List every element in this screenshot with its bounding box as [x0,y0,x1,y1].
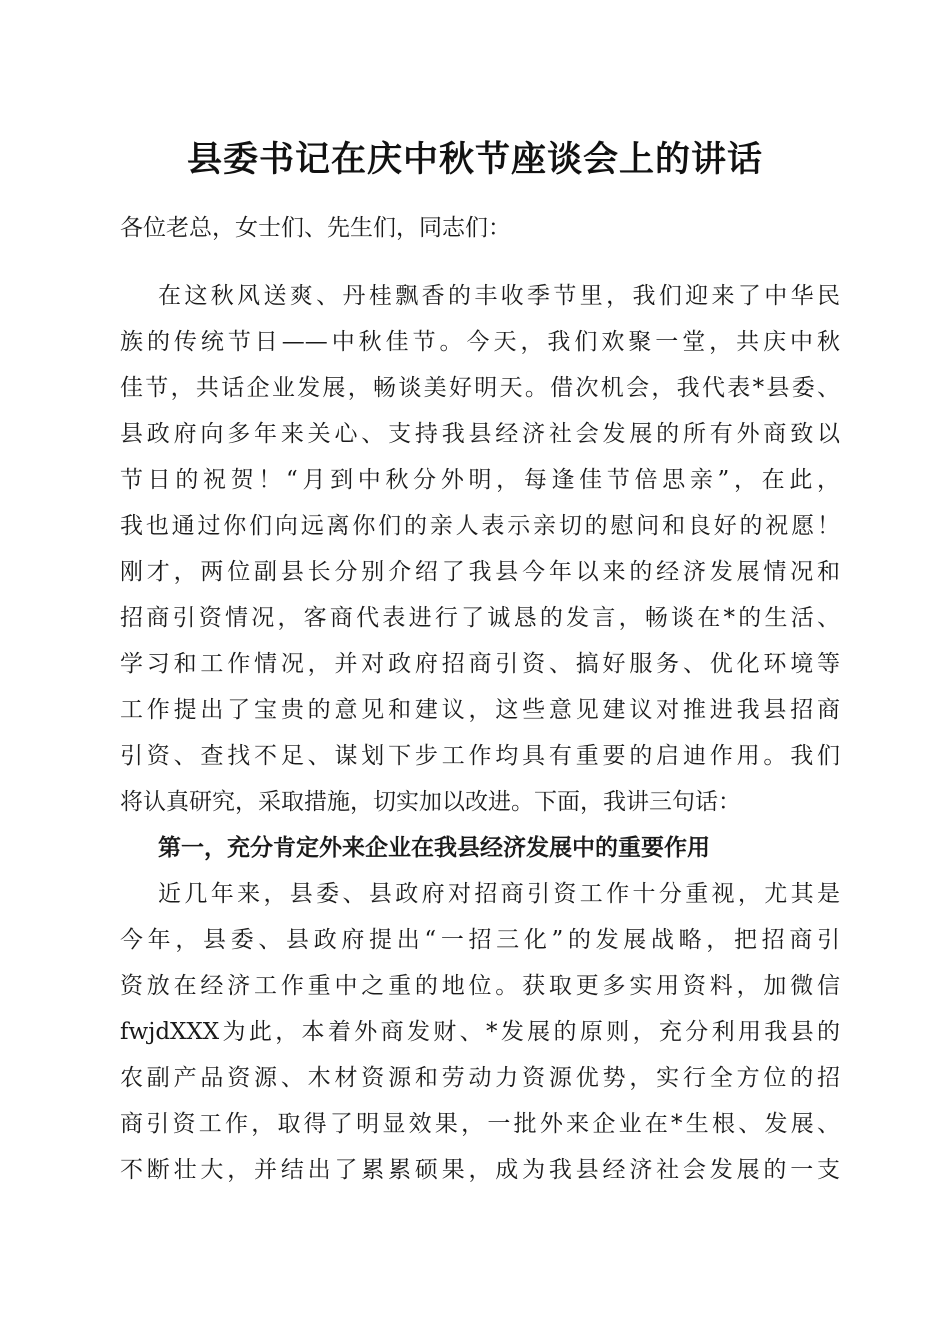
paragraph-line: 今年，县委、县政府提出“一招三化”的发展战略，把招商引 [120,927,840,953]
paragraph-line: 商引资工作，取得了明显效果，一批外来企业在*生根、发展、 [120,1111,840,1137]
paragraph-line: 资放在经济工作重中之重的地位。获取更多实用资料，加微信 [120,973,840,999]
paragraph-line: 我也通过你们向远离你们的亲人表示亲切的慰问和良好的祝愿！ [120,513,840,539]
paragraph-line: 佳节，共话企业发展，畅谈美好明天。借次机会，我代表*县委、 [120,375,840,401]
paragraph-line: 将认真研究，采取措施，切实加以改进。下面，我讲三句话： [120,789,741,815]
section-heading: 第一，充分肯定外来企业在我县经济发展中的重要作用 [158,834,710,861]
paragraph-line: 学习和工作情况，并对政府招商引资、搞好服务、优化环境等 [120,651,840,677]
paragraph-line: 节日的祝贺！“月到中秋分外明，每逢佳节倍思亲”，在此， [120,467,840,493]
paragraph-line: 农副产品资源、木材资源和劳动力资源优势，实行全方位的招 [120,1065,840,1091]
paragraph-line: 在这秋风送爽、丹桂飘香的丰收季节里，我们迎来了中华民 [158,283,840,309]
document-title: 县委书记在庆中秋节座谈会上的讲话 [186,139,763,180]
paragraph-line: fwjdXXX为此，本着外商发财、*发展的原则，充分利用我县的 [120,1019,840,1045]
paragraph-line: 招商引资情况，客商代表进行了诚恳的发言，畅谈在*的生活、 [120,605,840,631]
paragraph-line: 不断壮大，并结出了累累硕果，成为我县经济社会发展的一支 [120,1157,840,1183]
paragraph-line: 刚才，两位副县长分别介绍了我县今年以来的经济发展情况和 [120,559,840,585]
paragraph-line: 县政府向多年来关心、支持我县经济社会发展的所有外商致以 [120,421,840,447]
salutation-line: 各位老总，女士们、先生们，同志们： [120,215,511,241]
paragraph-line: 近几年来，县委、县政府对招商引资工作十分重视，尤其是 [158,881,840,907]
paragraph-line: 族的传统节日——中秋佳节。今天，我们欢聚一堂，共庆中秋 [120,329,840,355]
paragraph-line: 引资、查找不足、谋划下步工作均具有重要的启迪作用。我们 [120,743,840,769]
paragraph-line: 工作提出了宝贵的意见和建议，这些意见建议对推进我县招商 [120,697,840,723]
